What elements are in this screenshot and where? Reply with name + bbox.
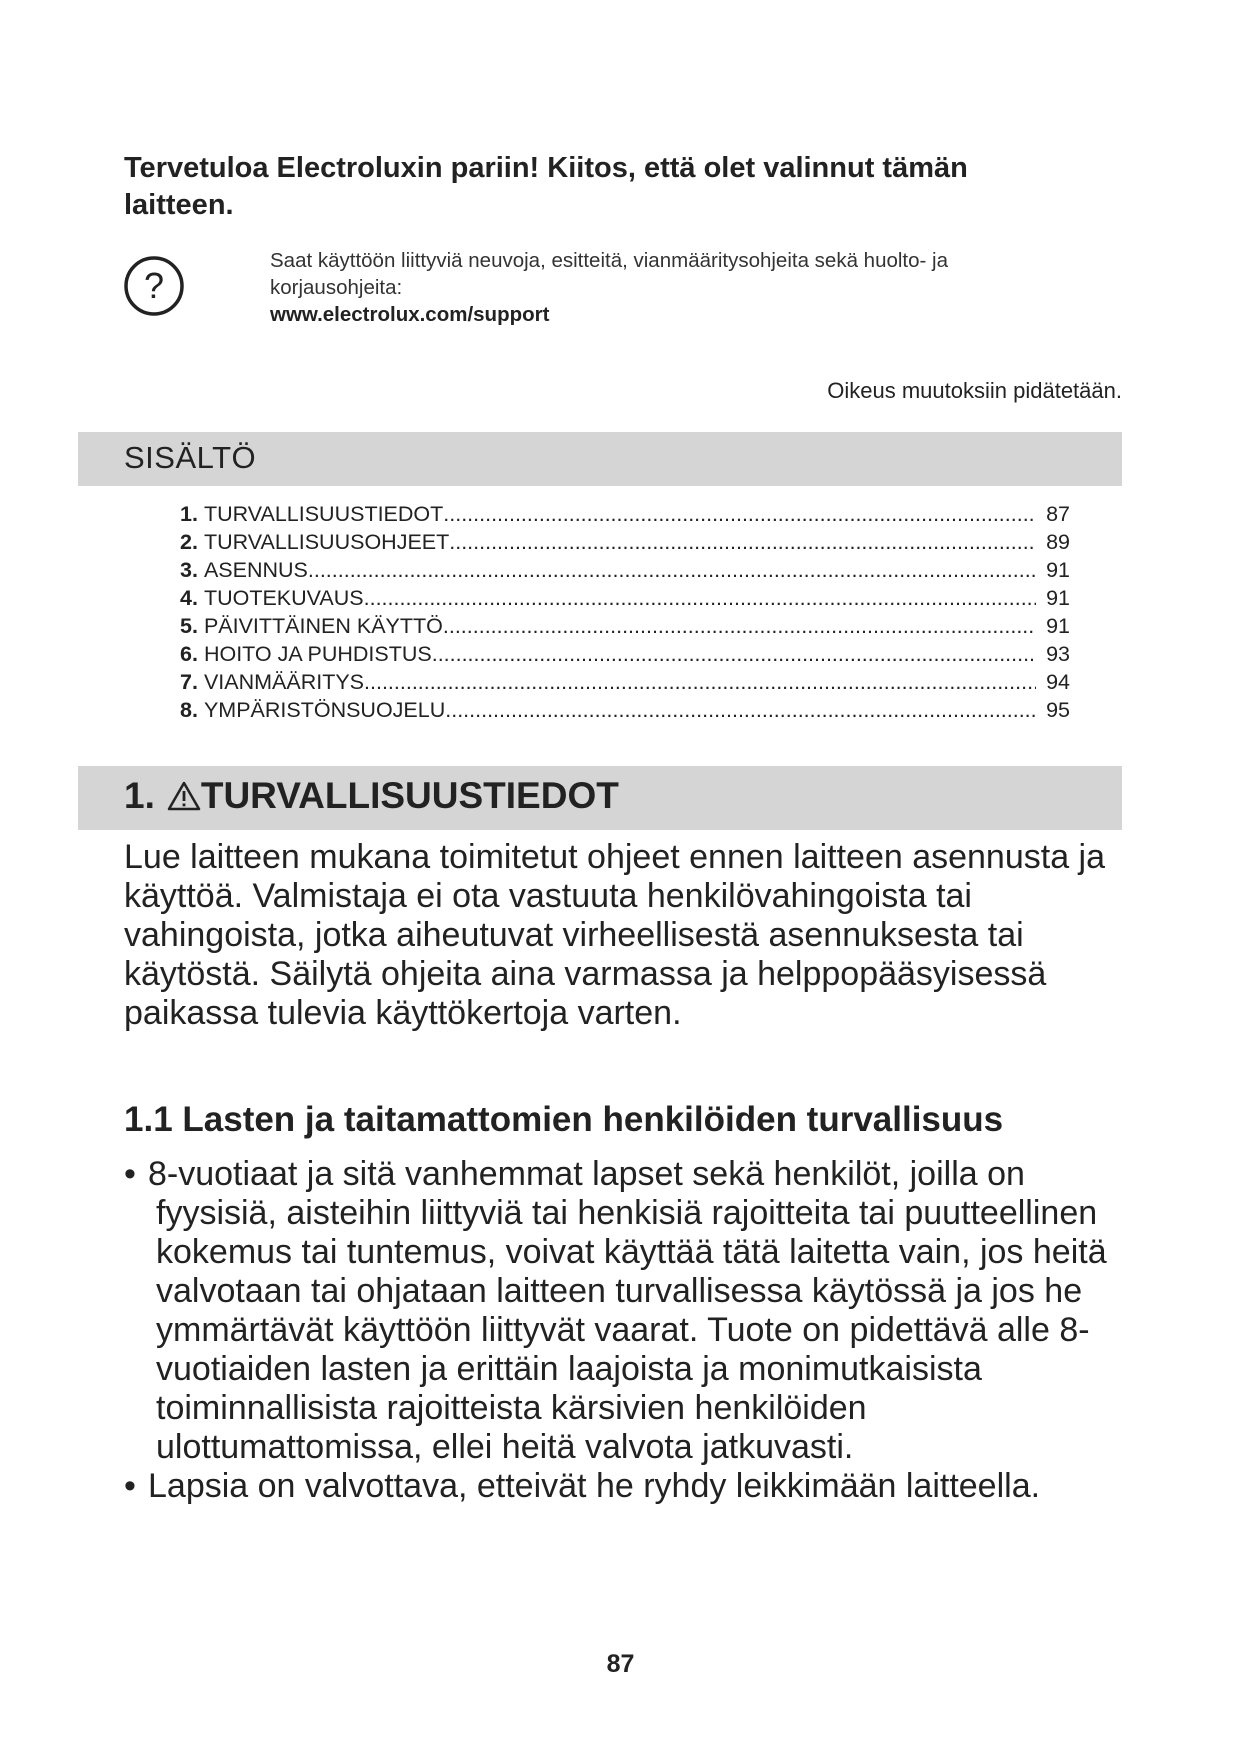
section-intro: Lue laitteen mukana toimitetut ohjeet ennen laitteen asennusta ja käyttöä. Valmistaja ei ota vastuuta henkilövahingoista tai vahingoista, jotka aiheutuvat virheellisestä asennuksesta tai käytöstä. Säilytä ohjeita aina varmassa ja helppopääsyisessä paikassa tulevia käyttökertoja varten.: [124, 838, 1106, 1032]
toc-leader-dots: [364, 584, 1036, 612]
toc-item-number: 1.: [180, 502, 198, 526]
toc-item-label: VIANMÄÄRITYS: [203, 670, 365, 694]
toc-item-label: YMPÄRISTÖNSUOJELU: [203, 698, 446, 722]
section-title: [124, 775, 619, 817]
toc-item-page: 91: [1046, 558, 1070, 582]
toc-leader-dots: [443, 612, 1036, 640]
toc-leader-dots: [432, 640, 1036, 668]
toc-item-page: 95: [1046, 698, 1070, 722]
rights-reserved-note: Oikeus muutoksiin pidätetään.: [827, 378, 1122, 403]
question-circle-icon: [123, 255, 185, 317]
support-info: [270, 247, 1070, 328]
toc-item-label: HOITO JA PUHDISTUS: [203, 642, 432, 666]
toc-item[interactable]: [180, 612, 1070, 640]
list-item: • Lapsia on valvottava, etteivät he ryhdy leikkimään laitteella.: [124, 1467, 1124, 1506]
toc-item-number: 3.: [180, 558, 198, 582]
toc-title: SISÄLTÖ: [124, 440, 257, 475]
toc-item-label: TURVALLISUUSOHJEET: [203, 530, 450, 554]
svg-text:?: ?: [143, 265, 165, 306]
toc-item[interactable]: [180, 556, 1070, 584]
table-of-contents: [180, 500, 1070, 724]
toc-item-page: 87: [1046, 502, 1070, 526]
page-number: 87: [606, 1650, 635, 1678]
toc-item-label: ASENNUS: [203, 558, 308, 582]
toc-leader-dots: [445, 696, 1036, 724]
toc-item[interactable]: [180, 500, 1070, 528]
toc-item-number: 4.: [180, 586, 198, 610]
section-title-text: TURVALLISUUSTIEDOT: [200, 775, 619, 816]
toc-item-page: 91: [1046, 586, 1070, 610]
toc-item-number: 2.: [180, 530, 198, 554]
toc-item-label: PÄIVITTÄINEN KÄYTTÖ: [203, 614, 443, 638]
toc-item[interactable]: [180, 640, 1070, 668]
toc-item-page: 94: [1046, 670, 1070, 694]
toc-item[interactable]: [180, 696, 1070, 724]
support-text: Saat käyttöön liittyviä neuvoja, esitteitä, vianmääritysohjeita sekä huolto- ja korjausohjeita:: [270, 249, 949, 299]
toc-item-number: 8.: [180, 698, 198, 722]
toc-item[interactable]: [180, 668, 1070, 696]
welcome-heading: Tervetuloa Electroluxin pariin! Kiitos, että olet valinnut tämän laitteen.: [124, 152, 968, 221]
bullet-list: [124, 1155, 1124, 1506]
toc-item-number: 5.: [180, 614, 198, 638]
warning-triangle-icon: [167, 781, 201, 811]
toc-item[interactable]: [180, 528, 1070, 556]
section-number: 1.: [124, 775, 155, 816]
toc-item-number: 6.: [180, 642, 198, 666]
toc-leader-dots: [449, 528, 1036, 556]
toc-item-page: 89: [1046, 530, 1070, 554]
toc-item-label: TUOTEKUVAUS: [203, 586, 364, 610]
list-item: • 8-vuotiaat ja sitä vanhemmat lapset sekä henkilöt, joilla on fyysisiä, aisteihin liittyviä tai henkisiä rajoitteita tai puutteellinen kokemus tai tuntemus, voivat käyttää tätä laitetta vain, jos heitä valvotaan tai ohjataan laitteen turvallisessa käytössä ja jos he ymmärtävät käyttöön liittyvät vaarat. Tuote on pidettävä alle 8-vuotiaiden lasten ja erittäin laajoista ja monimutkaisista toiminnallisista rajoitteista kärsivien henkilöiden ulottumattomissa, ellei heitä valvota jatkuvasti.: [124, 1155, 1124, 1467]
toc-leader-dots: [308, 556, 1036, 584]
toc-item-label: TURVALLISUUSTIEDOT: [203, 502, 444, 526]
toc-leader-dots: [443, 500, 1036, 528]
toc-item[interactable]: [180, 584, 1070, 612]
toc-leader-dots: [364, 668, 1036, 696]
toc-item-page: 91: [1046, 614, 1070, 638]
support-url[interactable]: www.electrolux.com/support: [270, 303, 550, 326]
subsection-title: 1.1 Lasten ja taitamattomien henkilöiden turvallisuus: [124, 1100, 1004, 1139]
toc-item-page: 93: [1046, 642, 1070, 666]
toc-item-number: 7.: [180, 670, 198, 694]
